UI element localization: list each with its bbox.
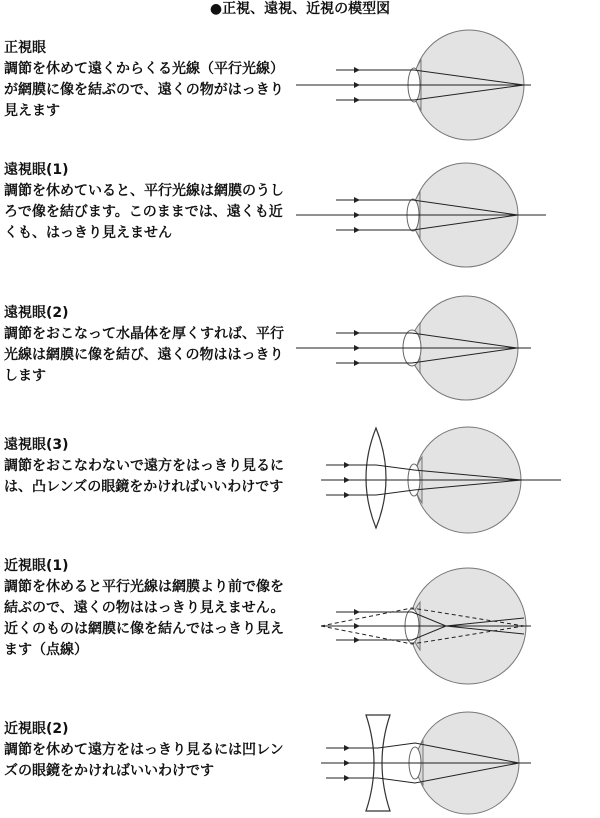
section-heading: 遠視眼(2) <box>4 305 69 321</box>
section-heading: 遠視眼(3) <box>4 437 69 453</box>
section-text: 調節を休めていると、平行光線は網膜のうしろで像を結びます。このままでは、遠くも近くも、はっきり見えません <box>4 183 284 241</box>
section-text: 調節を休めて遠方をはっきり見るには凹レンズの眼鏡をかければいいわけです <box>4 742 284 779</box>
section-heading: 遠視眼(1) <box>4 162 69 178</box>
diagram-title: ●正視、遠視、近視の模型図 <box>209 1 391 17</box>
convex-lens <box>366 428 386 528</box>
section-heading: 正視眼 <box>4 40 46 56</box>
section-text: 調節をおこなって水晶体を厚くすれば、平行光線は網膜に像を結び、遠くの物ははっきりします <box>4 326 284 384</box>
section-heading: 近視眼(2) <box>4 721 69 737</box>
section-text: 調節をおこなわないで遠方をはっきり見るには、凸レンズの眼鏡をかければいいわけです <box>4 458 284 495</box>
eye-diagram-myopia-1 <box>296 564 600 694</box>
section-text: 調節を休めて遠くからくる光線（平行光線）が網膜に像を結ぶので、遠くの物がはっきり見えます <box>4 61 284 119</box>
eye-diagram-myopia-2 <box>296 711 600 815</box>
eye-diagram-emmetropia <box>296 30 600 140</box>
eye-diagram-hyperopia-1 <box>296 160 600 270</box>
section-heading: 近視眼(1) <box>4 558 69 574</box>
eye-diagram-hyperopia-3 <box>296 423 600 533</box>
section-text: 調節を休めると平行光線は網膜より前で像を結ぶので、遠くの物ははっきり見えません。近くのものは網膜に像を結んではっきり見えます（点線） <box>4 579 285 658</box>
eye-diagram-hyperopia-2 <box>296 293 600 403</box>
